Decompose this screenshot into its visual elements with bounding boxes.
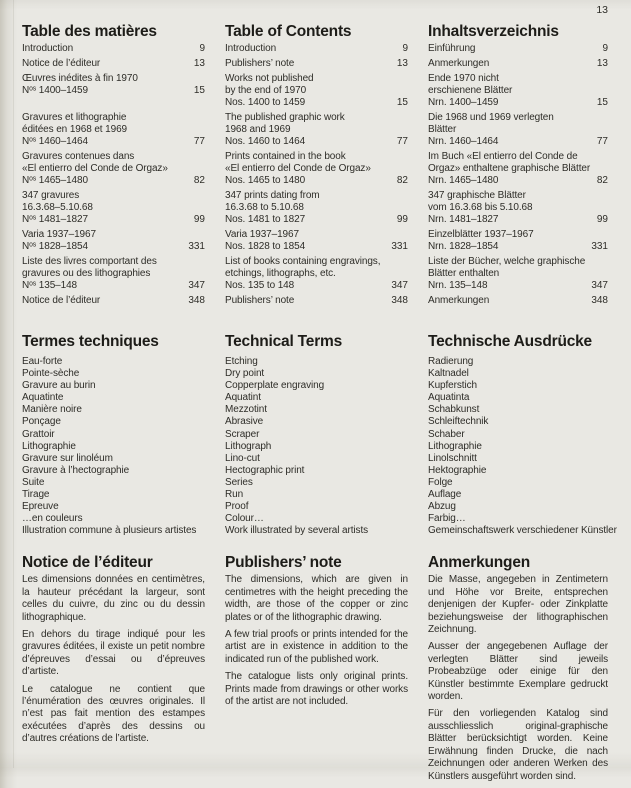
note-title-english: Publishers’ note	[225, 554, 342, 572]
toc-entry-line: Œuvres inédites à fin 1970	[22, 73, 138, 84]
toc-headings-row	[22, 22, 608, 41]
note-title-german: Anmerkungen	[428, 554, 531, 572]
term-item: …en couleurs	[22, 513, 83, 525]
terms-title-french: Termes techniques	[22, 333, 159, 350]
toc-title-french: Table des matières	[22, 23, 157, 40]
toc-page-ref: 15	[396, 97, 408, 108]
toc-entry-line: Nos. 1481 to 1827 99	[225, 214, 408, 225]
toc-entry-line: Anmerkungen 13	[428, 58, 608, 69]
toc-entry-line: Publishers’ note 13	[225, 58, 408, 69]
toc-entry-line: Nrn. 1828–1854 331	[428, 241, 608, 252]
toc-entry-line: Nrn. 1460–1464 77	[428, 136, 608, 147]
term-item: Series	[225, 476, 253, 488]
publisher-notes	[22, 574, 608, 788]
toc-entry-line: «El entierro del Conde de Orgaz»	[225, 163, 371, 174]
note-english	[225, 574, 408, 713]
toc-entry-line: Notice de l’éditeur 13	[22, 58, 205, 69]
term-item: Work illustrated by several artists	[225, 525, 369, 537]
toc-entry	[22, 151, 205, 187]
note-paragraph: A few trial proofs or prints intended for the artist are in existence in addition to the indicated run of the published work.	[225, 629, 408, 665]
term-item: Auflage	[428, 489, 462, 501]
toc-entry	[225, 295, 408, 307]
term-item: Scraper	[225, 428, 260, 440]
toc-page-ref: 348	[188, 295, 205, 306]
term-item: Abzug	[428, 501, 456, 513]
toc-entry-line: erschienene Blätter	[428, 85, 513, 96]
toc-entry-line: 347 gravures	[22, 190, 80, 201]
term-item: Dry point	[225, 368, 265, 380]
toc-entry-line: 16.3.68–5.10.68	[22, 202, 93, 213]
note-paragraph: Für den vorliegenden Katalog sind ausschliesslich original-graphische Blätter berücksichtigt worden. Keine Erwähnung finden Drucke, die nach Zeichnungen oder anderen Werken des Künstlers ausgeführt worden sind.	[428, 708, 608, 782]
toc-entry-line: Nᵒˢ 1481–1827 99	[22, 214, 205, 225]
toc-entry	[225, 229, 408, 253]
toc-entry	[225, 73, 408, 109]
toc-entry	[225, 58, 408, 70]
toc-entry	[22, 73, 205, 97]
toc-entry-line: List of books containing engravings,	[225, 256, 381, 267]
toc-entry-line: Nᵒˢ 135–148 347	[22, 280, 205, 291]
toc-entry	[22, 58, 205, 70]
toc-entry-line: Nᵒˢ 1828–1854 331	[22, 241, 205, 252]
table-of-contents	[22, 43, 608, 307]
note-title-french: Notice de l’éditeur	[22, 554, 153, 572]
toc-entry	[428, 151, 608, 187]
note-paragraph: The catalogue lists only original prints. Prints made from drawings or other works of the artist are not included.	[225, 671, 408, 708]
toc-page-ref: 9	[199, 43, 205, 54]
toc-entry-line: 16.3.68 to 5.10.68	[225, 202, 304, 213]
toc-page-ref: 77	[596, 136, 608, 147]
toc-entry-line: Einführung 9	[428, 43, 608, 54]
toc-entry-line: Blätter enthalten	[428, 268, 500, 279]
toc-entry	[22, 256, 205, 292]
toc-entry-line: Nos. 1828 to 1854 331	[225, 241, 408, 252]
toc-entry-line: vom 16.3.68 bis 5.10.68	[428, 202, 533, 213]
term-item: Kaltnadel	[428, 368, 469, 380]
term-item: Lithographie	[428, 440, 482, 452]
toc-entry	[225, 190, 408, 226]
toc-entry	[225, 256, 408, 292]
toc-entry-line: Orgaz» enthaltene graphische Blätter	[428, 163, 591, 174]
toc-entry-line: Nrn. 135–148 347	[428, 280, 608, 291]
terms-list-english	[225, 356, 408, 537]
toc-entry-line: Varia 1937–1967	[22, 229, 96, 240]
toc-entry-line: Einzelblätter 1937–1967	[428, 229, 534, 240]
term-item: Mezzotint	[225, 404, 267, 416]
toc-entry-line: Publishers’ note 348	[225, 295, 408, 306]
toc-entry	[428, 112, 608, 148]
toc-page-ref: 77	[193, 136, 205, 147]
toc-entry-line: Liste des livres comportant des	[22, 256, 157, 267]
toc-entry-line: Nos. 1465 to 1480 82	[225, 175, 408, 186]
toc-page-ref: 348	[591, 295, 608, 306]
note-paragraph: The dimensions, which are given in centimetres with the height preceding the width, are those of the copper or zinc plates or of the lithographic drawing.	[225, 574, 408, 623]
term-item: Epreuve	[22, 501, 59, 513]
toc-entry	[225, 43, 408, 55]
toc-page-ref: 331	[188, 241, 205, 252]
term-item: Hectographic print	[225, 464, 305, 476]
toc-entry-line: Works not published	[225, 73, 314, 84]
term-item: Tirage	[22, 489, 50, 501]
toc-page-ref: 13	[596, 58, 608, 69]
toc-page-ref: 82	[193, 175, 205, 186]
toc-entry	[225, 112, 408, 148]
toc-entry-line: Introduction 9	[22, 43, 205, 54]
note-paragraph: En dehors du tirage indiqué pour les gravures éditées, il existe un petit nombre d’épreuves d’essai ou d’épreuves d’artiste.	[22, 629, 205, 678]
toc-entry	[22, 112, 205, 148]
note-paragraph: Les dimensions données en centimètres, la hauteur précédant la largeur, sont celles du cuivre, du zinc ou du dessin lithographique.	[22, 574, 205, 623]
toc-entry-line: Ende 1970 nicht	[428, 73, 499, 84]
toc-entry	[428, 58, 608, 70]
toc-page-ref: 331	[591, 241, 608, 252]
toc-entry	[22, 43, 205, 55]
toc-entry-line: Nos. 1400 to 1459 15	[225, 97, 408, 108]
term-item: Lithographie	[22, 440, 76, 452]
term-item: Suite	[22, 476, 45, 488]
terms-headings-row	[22, 332, 608, 351]
toc-entry-line: Varia 1937–1967	[225, 229, 299, 240]
terms-title-english: Technical Terms	[225, 333, 343, 350]
toc-entry-line: Liste der Bücher, welche graphische	[428, 256, 586, 267]
toc-title-english: Table of Contents	[225, 23, 352, 40]
toc-page-ref: 9	[402, 43, 408, 54]
toc-entry-line: Nos. 135 to 148 347	[225, 280, 408, 291]
toc-entry	[428, 229, 608, 253]
toc-entry-line: 1968 and 1969	[225, 124, 291, 135]
term-item: Folge	[428, 476, 453, 488]
toc-entry-line: Anmerkungen 348	[428, 295, 608, 306]
toc-page-ref: 13	[396, 58, 408, 69]
term-item: Etching	[225, 356, 258, 367]
toc-page-ref: 99	[193, 214, 205, 225]
toc-entry-line: 347 prints dating from	[225, 190, 320, 201]
toc-entry-line: «El entierro del Conde de Orgaz»	[22, 163, 168, 174]
toc-page-ref: 331	[391, 241, 408, 252]
toc-page-ref: 347	[391, 280, 408, 291]
term-item: Illustration commune à plusieurs artistes	[22, 525, 197, 537]
note-german	[428, 574, 608, 788]
toc-entry-line: Nᵒˢ 1400–1459 15	[22, 85, 205, 96]
term-item: Gravure au burin	[22, 380, 96, 392]
terms-list-french	[22, 356, 205, 537]
note-french	[22, 574, 205, 750]
toc-page-ref: 99	[596, 214, 608, 225]
term-item: Copperplate engraving	[225, 380, 325, 392]
toc-entry	[225, 151, 408, 187]
terms-list-german	[428, 356, 617, 537]
note-paragraph: Le catalogue ne contient que l’énumération des œuvres originales. Il n’est pas fait mention des estampes exécutées d’après des dessins ou d’autres créations de l’artiste.	[22, 683, 205, 745]
toc-page-ref: 82	[396, 175, 408, 186]
toc-entry-line: gravures ou des lithographies	[22, 268, 151, 279]
toc-entry-line: Introduction 9	[225, 43, 408, 54]
term-item: Aquatinta	[428, 392, 470, 404]
term-item: Gemeinschaftswerk verschiedener Künstler	[428, 525, 617, 537]
toc-entry-line: 347 graphische Blätter	[428, 190, 526, 201]
term-item: Gravure à l’hectographie	[22, 464, 130, 476]
toc-entry-line: Nrn. 1400–1459 15	[428, 97, 608, 108]
term-item: Colour…	[225, 513, 264, 525]
technical-terms	[22, 356, 617, 537]
term-item: Schaber	[428, 428, 465, 440]
term-item: Run	[225, 489, 244, 501]
term-item: Manière noire	[22, 404, 82, 416]
toc-page-ref: 348	[391, 295, 408, 306]
toc-entry-line: Nrn. 1465–1480 82	[428, 175, 608, 186]
toc-entry	[428, 190, 608, 226]
toc-entry-line: Prints contained in the book	[225, 151, 346, 162]
toc-entry-line: by the end of 1970	[225, 85, 307, 96]
toc-page-ref: 15	[193, 85, 205, 96]
term-item: Aquatint	[225, 392, 261, 404]
toc-entry	[428, 73, 608, 109]
toc-entry-line: Blätter	[428, 124, 457, 135]
toc-entry-line: Nᵒˢ 1465–1480 82	[22, 175, 205, 186]
term-item: Linolschnitt	[428, 452, 477, 464]
term-item: Aquatinte	[22, 392, 64, 404]
note-paragraph: Ausser der angegebenen Auflage der verlegten Blätter sind jeweils Probeabzüge oder einige für den Künstler bestimmte Exemplare gedruckt worden.	[428, 641, 608, 703]
page-number: 13	[596, 4, 608, 16]
toc-entry-line: etchings, lithographs, etc.	[225, 268, 336, 279]
toc-entry	[22, 295, 205, 307]
toc-entry	[22, 190, 205, 226]
toc-entry	[428, 295, 608, 307]
toc-entry	[428, 256, 608, 292]
toc-page-ref: 347	[591, 280, 608, 291]
term-item: Kupferstich	[428, 380, 477, 392]
term-item: Lithograph	[225, 440, 272, 452]
toc-page-ref: 9	[602, 43, 608, 54]
term-item: Eau-forte	[22, 356, 63, 367]
toc-entry-line: Im Buch «El entierro del Conde de	[428, 151, 578, 162]
term-item: Ponçage	[22, 416, 61, 428]
note-paragraph: Die Masse, angegeben in Zentimetern und Höhe vor Breite, entsprechen denjenigen der Kupfer- oder Zinkplatte beziehungsweise der lithographischen Zeichnung.	[428, 574, 608, 636]
toc-page-ref: 99	[396, 214, 408, 225]
toc-entry-line: Nrn. 1481–1827 99	[428, 214, 608, 225]
toc-page-ref: 13	[193, 58, 205, 69]
toc-page-ref: 15	[596, 97, 608, 108]
term-item: Hektographie	[428, 464, 487, 476]
term-item: Schleiftechnik	[428, 416, 489, 428]
terms-title-german: Technische Ausdrücke	[428, 333, 592, 350]
toc-title-german: Inhaltsverzeichnis	[428, 23, 559, 40]
toc-entry-line: The published graphic work	[225, 112, 345, 123]
toc-page-ref: 77	[396, 136, 408, 147]
term-item: Radierung	[428, 356, 474, 367]
term-item: Schabkunst	[428, 404, 480, 416]
toc-entry-line: éditées en 1968 et 1969	[22, 124, 128, 135]
toc-entry-line: Die 1968 und 1969 verlegten	[428, 112, 554, 123]
term-item: Gravure sur linoléum	[22, 452, 113, 464]
toc-entry-line: Nos. 1460 to 1464 77	[225, 136, 408, 147]
term-item: Proof	[225, 501, 249, 513]
term-item: Lino-cut	[225, 452, 260, 464]
term-item: Farbig…	[428, 513, 466, 525]
toc-entry-line: Notice de l’éditeur 348	[22, 295, 205, 306]
toc-entry-line: Gravures contenues dans	[22, 151, 135, 162]
note-headings-row	[22, 553, 608, 572]
toc-entry	[22, 229, 205, 253]
toc-entry	[428, 43, 608, 55]
term-item: Abrasive	[225, 416, 264, 428]
toc-entry-line: Gravures et lithographie	[22, 112, 127, 123]
toc-page-ref: 347	[188, 280, 205, 291]
term-item: Grattoir	[22, 428, 55, 440]
term-item: Pointe-sèche	[22, 368, 80, 380]
toc-page-ref: 82	[596, 175, 608, 186]
toc-entry-line: Nᵒˢ 1460–1464 77	[22, 136, 205, 147]
